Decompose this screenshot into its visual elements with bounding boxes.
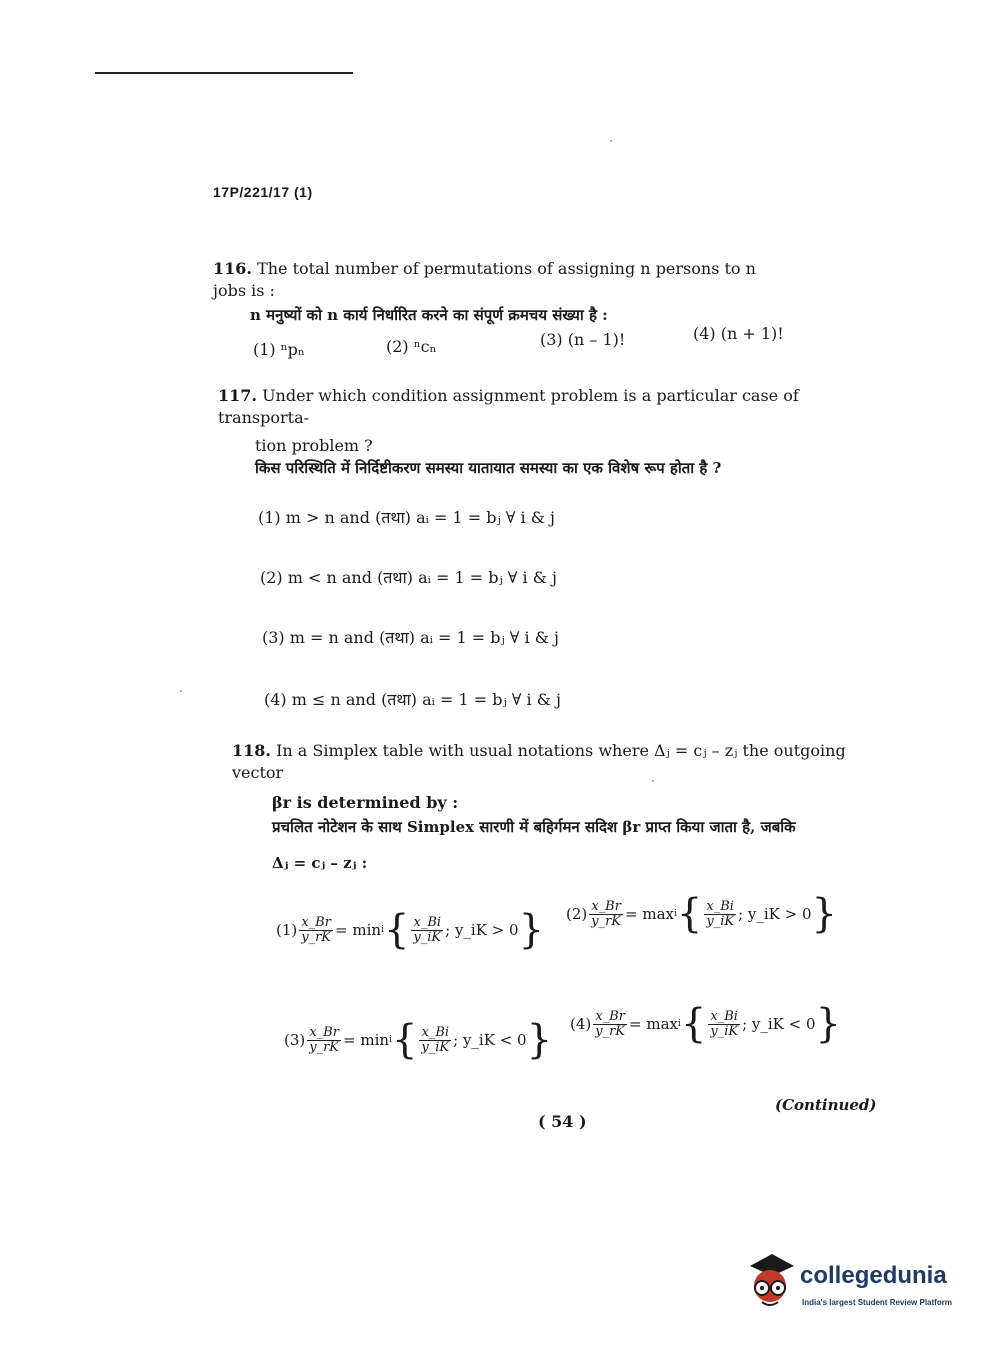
- rhs-numerator: x_Bi: [413, 914, 442, 930]
- brand-tagline: India's largest Student Review Platform: [802, 1298, 952, 1307]
- option-label: (2): [566, 905, 588, 923]
- condition: ; y_iK > 0: [738, 905, 812, 923]
- question-text-hi: n मनुष्यों को n कार्य निर्धारित करने का संपूर्ण क्रमचय संख्या है :: [250, 306, 608, 324]
- question-116: [213, 258, 793, 326]
- question-text-hi: किस परिस्थिति में निर्दिष्टीकरण समस्या यातायात समस्या का एक विशेष रूप होता है ?: [255, 459, 722, 477]
- lhs-denominator: y_rK: [309, 1039, 340, 1055]
- operator-subscript: i: [678, 1019, 681, 1029]
- option-label: (4): [570, 1015, 592, 1033]
- question-number: 118.: [232, 741, 271, 760]
- lhs-numerator: x_Br: [591, 898, 621, 914]
- brand-name: collegedunia: [800, 1262, 947, 1289]
- continued-label: (Continued): [775, 1096, 877, 1114]
- lhs-numerator: x_Br: [309, 1024, 339, 1040]
- paper-code: 17P/221/17 (1): [213, 184, 313, 200]
- lhs-fraction: [593, 1010, 627, 1039]
- operator-subscript: i: [389, 1035, 392, 1045]
- option-117-2: (2) m < n and (तथा) aᵢ = 1 = bⱼ ∀ i & j: [260, 568, 558, 587]
- operator: = max: [625, 905, 674, 923]
- top-rule: [95, 72, 353, 74]
- rhs-denominator: y_iK: [710, 1023, 739, 1039]
- rhs-numerator: x_Bi: [710, 1008, 738, 1024]
- question-number: 116.: [213, 259, 252, 278]
- mascot-logo-icon: [742, 1252, 798, 1312]
- option-118-2: [566, 891, 837, 937]
- right-brace: }: [518, 907, 545, 953]
- operator-subscript: i: [674, 909, 677, 919]
- option-116-1: (1) ⁿpₙ: [253, 340, 305, 359]
- option-118-4: [570, 1001, 841, 1047]
- option-116-4: (4) (n + 1)!: [693, 324, 784, 343]
- question-text-en-1: In a Simplex table with usual notations where Δⱼ = cⱼ – zⱼ the outgoing vector: [232, 741, 846, 782]
- rhs-fraction: [708, 1010, 740, 1039]
- option-117-4: (4) m ≤ n and (तथा) aᵢ = 1 = bⱼ ∀ i & j: [264, 690, 562, 709]
- left-brace: {: [676, 891, 703, 937]
- option-118-1: [276, 907, 545, 953]
- question-number: 117.: [218, 386, 257, 405]
- lhs-fraction: [299, 916, 333, 945]
- option-117-3: (3) m = n and (तथा) aᵢ = 1 = bⱼ ∀ i & j: [262, 628, 560, 647]
- rhs-denominator: y_iK: [706, 913, 735, 929]
- question-117: [218, 385, 858, 479]
- operator-subscript: i: [381, 925, 384, 935]
- operator: = min: [343, 1031, 390, 1049]
- page-number: ( 54 ): [538, 1112, 587, 1131]
- option-116-2: (2) ⁿcₙ: [386, 337, 437, 356]
- question-118: [232, 740, 872, 874]
- rhs-denominator: y_iK: [421, 1039, 450, 1055]
- lhs-numerator: x_Br: [301, 914, 331, 930]
- operator: = max: [629, 1015, 678, 1033]
- option-118-3: [284, 1017, 553, 1063]
- lhs-denominator: y_rK: [591, 913, 622, 929]
- condition: ; y_iK < 0: [742, 1015, 816, 1033]
- lhs-fraction: [589, 900, 623, 929]
- option-label: (1): [276, 921, 298, 939]
- rhs-numerator: x_Bi: [706, 898, 734, 914]
- operator: = min: [335, 921, 382, 939]
- question-text-en-2: βr is determined by :: [272, 793, 459, 812]
- right-brace: }: [811, 891, 837, 937]
- right-brace: }: [815, 1001, 841, 1047]
- condition: ; y_iK < 0: [453, 1031, 527, 1049]
- option-116-3: (3) (n – 1)!: [540, 330, 626, 349]
- left-brace: {: [391, 1017, 418, 1063]
- lhs-denominator: y_rK: [595, 1023, 626, 1039]
- lhs-numerator: x_Br: [595, 1008, 625, 1024]
- condition: ; y_iK > 0: [445, 921, 519, 939]
- option-117-1: (1) m > n and (तथा) aᵢ = 1 = bⱼ ∀ i & j: [258, 508, 556, 527]
- rhs-fraction: [704, 900, 736, 929]
- rhs-numerator: x_Bi: [421, 1024, 450, 1040]
- lhs-fraction: [307, 1026, 341, 1055]
- lhs-denominator: y_rK: [301, 929, 332, 945]
- question-text-hi: प्रचलित नोटेशन के साथ Simplex सारणी में बहिर्गमन सदिश βr प्राप्त किया जाता है, जबकि: [272, 818, 796, 836]
- rhs-fraction: [419, 1026, 451, 1055]
- rhs-fraction: [411, 916, 443, 945]
- left-brace: {: [383, 907, 410, 953]
- scan-speck: [610, 140, 612, 142]
- question-text-en-2: tion problem ?: [255, 436, 373, 455]
- right-brace: }: [526, 1017, 553, 1063]
- left-brace: {: [680, 1001, 707, 1047]
- question-text-hi-2: Δⱼ = cⱼ – zⱼ :: [272, 854, 368, 872]
- scan-speck: [652, 780, 654, 782]
- scan-speck: [180, 690, 182, 692]
- option-label: (3): [284, 1031, 306, 1049]
- rhs-denominator: y_iK: [413, 929, 442, 945]
- question-text-en: The total number of permutations of assigning n persons to n jobs is :: [213, 259, 756, 300]
- question-text-en-1: Under which condition assignment problem is a particular case of transporta-: [218, 386, 799, 427]
